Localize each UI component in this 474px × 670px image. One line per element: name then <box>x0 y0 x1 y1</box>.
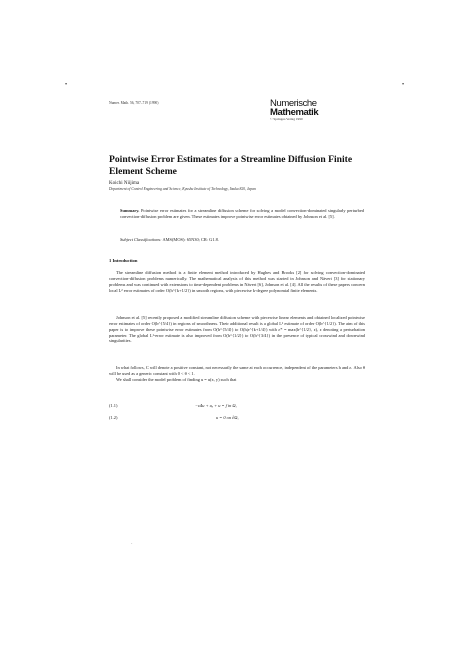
intro-paragraph-3 <box>109 365 365 383</box>
scan-mark-right: • <box>402 82 405 88</box>
intro-paragraph-4-text: We shall consider the model problem of finding u = u(x, y) such that <box>116 376 237 382</box>
intro-paragraph-2: Johnson et al. [5] recently proposed a modified streamline diffusion scheme with piecewise linear elements and obtained localized pointwise error estimates of order O(h^{5/4}) in regions of smoothness. Their additional result is a global L¹ estimate of order O(h^{1/2}). The aim of this paper is to improve these pointwise error estimates from O(h^{5/4}) to O(h|ε^{k+1/4}) with ε* = max(h^{1/2}, ε), ε denoting a perturbation parameter. The global L¹-error estimate is also improved from O(h^{1/2}) to O(h^{3/4}) in the presence of typical crosswind and downwind singularities. <box>109 315 365 344</box>
journal-logo <box>270 100 318 122</box>
intro-paragraph-3-text: In what follows, C will denote a positive constant, not necessarily the same at each occurrence, independent of the parameters h and ε. Also θ will be used as a generic constant with 0 < θ < 1. <box>109 365 365 376</box>
subject-label: Subject Classifications: <box>120 237 162 242</box>
copyright-notice: © Springer-Verlag 1990 <box>270 117 303 122</box>
abstract <box>120 208 364 220</box>
section-heading-introduction: 1 Introduction <box>109 258 138 263</box>
equation-number-1-2: (1.2) <box>109 415 118 420</box>
abstract-text: Pointwise error estimates for a streamline diffusion scheme for solving a model convection-dominated singularly perturbed convection-diffusion problem are given. These estimates improve pointwise error estimates obtained by Johnson et al. [5]. <box>120 208 364 219</box>
equation-1-2: u = 0 on ∂Ω, <box>216 415 239 420</box>
subject-text: AMS(MOS): 65N30; CR: G1.8. <box>161 237 219 242</box>
journal-reference: Numer. Math. 56, 707–719 (1990) <box>109 101 159 105</box>
intro-paragraph-1: The streamline diffusion method is a finite element method introduced by Hughes and Brooks [2] for solving convection-dominated convection-diffusion problems numerically. The mathematical analysis of this method was started in Johnson and Nävert [3] for stationary problems and was continued with extensions to time-dependent problems in Nävert [6], Johnson et al. [4]. All the results of these papers concern local L² error estimates of order O(h^{k+1/2}) in smooth regions, with piecewise k-degree polynomial finite elements. <box>109 270 365 293</box>
scan-mark-left: • <box>65 82 68 88</box>
scan-mark-bottom: · <box>131 542 133 547</box>
logo-line-1: Numerische <box>270 98 317 109</box>
abstract-label: Summary. <box>120 208 140 213</box>
logo-line-2: Mathematik <box>270 106 319 118</box>
subject-classifications <box>120 237 364 243</box>
paper-title: Pointwise Error Estimates for a Streamline Diffusion Finite Element Scheme <box>109 154 353 177</box>
author-name: Koichi Niijima <box>109 181 140 186</box>
equation-1-1: −εΔu + uₓ + u = f in Ω, <box>195 403 237 408</box>
author-affiliation: Department of Control Engineering and Science, Kyushu Institute of Technology, Iizuka 820, Japan <box>109 187 256 191</box>
equation-number-1-1: (1.1) <box>109 403 118 408</box>
